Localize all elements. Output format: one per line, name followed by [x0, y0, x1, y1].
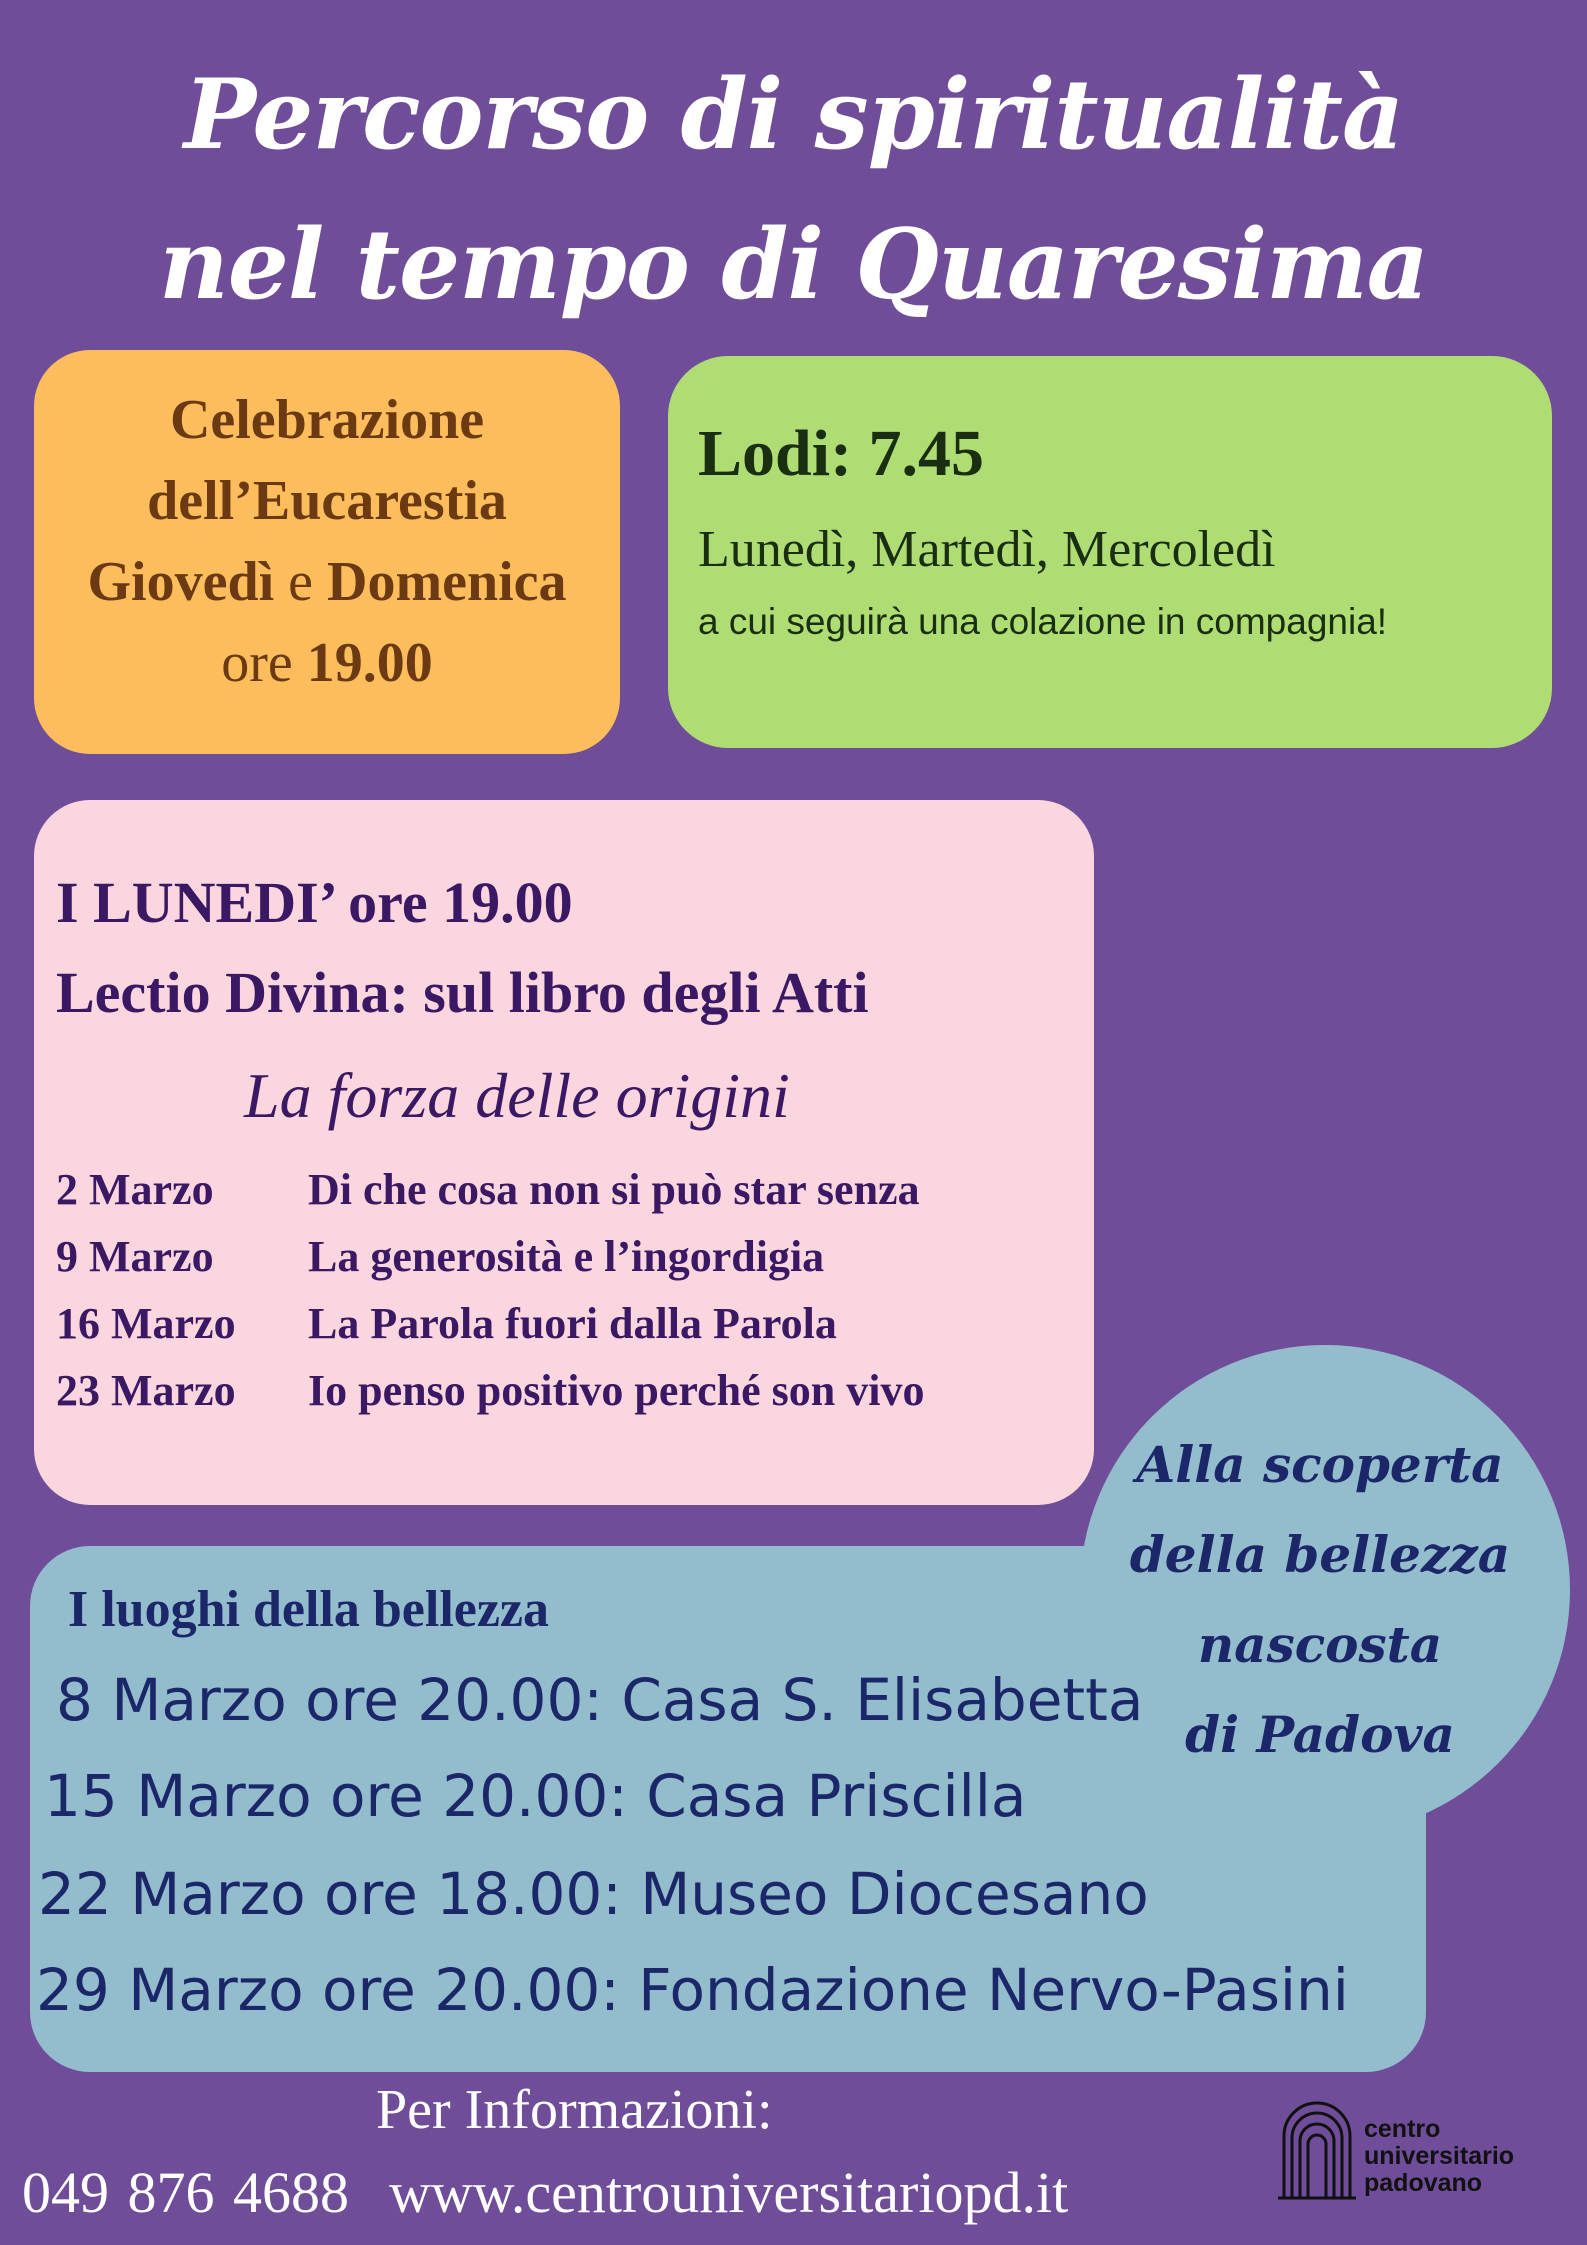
list-item: 22 Marzo ore 18.00: Museo Diocesano	[38, 1860, 1149, 1928]
scoperta-text	[1080, 1420, 1560, 1780]
eucarestia-day-2: Domenica	[327, 551, 567, 613]
eucarestia-line-2: dell’Eucarestia	[147, 470, 507, 532]
logo-text	[1364, 2116, 1514, 2197]
title-line-2: nel tempo di Quaresima	[159, 208, 1428, 321]
logo-line-1: centro	[1364, 2115, 1441, 2143]
eucarestia-ore: ore	[221, 632, 293, 694]
lectio-heading-2: Lectio Divina: sul libro degli Atti	[56, 960, 869, 1025]
logo-line-2: universitario	[1364, 2142, 1515, 2170]
session-topic: Io penso positivo perché son vivo	[308, 1366, 925, 1415]
list-item	[56, 1357, 1094, 1424]
centro-universitario-logo	[1272, 2086, 1572, 2204]
lodi-note: a cui seguirà una colazione in compagnia!	[698, 601, 1388, 642]
session-topic: Di che cosa non si può star senza	[308, 1165, 920, 1214]
title-line-1: Percorso di spiritualità	[183, 58, 1404, 171]
lectio-heading-1: I LUNEDI’ ore 19.00	[56, 870, 573, 935]
lodi-box	[668, 356, 1552, 748]
eucarestia-days	[34, 542, 620, 623]
list-item: 29 Marzo ore 20.00: Fondazione Nervo-Pasini	[36, 1956, 1349, 2024]
contact-line	[22, 2155, 1068, 2231]
eucarestia-line-1: Celebrazione	[169, 389, 485, 451]
lectio-schedule	[56, 1156, 1094, 1424]
eucarestia-time	[34, 623, 620, 704]
scoperta-line-3: nascosta	[1197, 1615, 1443, 1674]
list-item	[56, 1223, 1094, 1290]
luoghi-heading: I luoghi della bellezza	[68, 1581, 549, 1638]
lectio-box	[34, 800, 1094, 1505]
website-link[interactable]: www.centrouniversitariopd.it	[389, 2160, 1069, 2225]
session-date: 2 Marzo	[56, 1165, 214, 1214]
eucarestia-box	[34, 350, 620, 754]
list-item: 8 Marzo ore 20.00: Casa S. Elisabetta	[56, 1666, 1144, 1734]
eucarestia-time-value: 19.00	[306, 632, 433, 694]
session-topic: La generosità e l’ingordigia	[308, 1232, 825, 1281]
lodi-days: Lunedì, Martedì, Mercoledì	[698, 521, 1276, 578]
session-date: 23 Marzo	[56, 1366, 236, 1415]
arch-icon	[1272, 2086, 1362, 2204]
eucarestia-day-1: Giovedì	[87, 551, 275, 613]
session-topic: La Parola fuori dalla Parola	[308, 1299, 837, 1348]
list-item: 15 Marzo ore 20.00: Casa Priscilla	[44, 1762, 1027, 1830]
scoperta-line-1: Alla scoperta	[1136, 1435, 1504, 1494]
poster-title	[0, 40, 1587, 340]
list-item	[56, 1156, 1094, 1223]
lodi-heading: Lodi: 7.45	[698, 417, 985, 490]
session-date: 16 Marzo	[56, 1299, 236, 1348]
eucarestia-conj: e	[288, 551, 314, 613]
scoperta-line-4: di Padova	[1185, 1705, 1455, 1764]
scoperta-line-2: della bellezza	[1129, 1525, 1511, 1584]
lectio-subtitle: La forza delle origini	[244, 1060, 790, 1131]
session-date: 9 Marzo	[56, 1232, 214, 1281]
info-label: Per Informazioni:	[376, 2079, 773, 2141]
logo-line-3: padovano	[1364, 2169, 1483, 2197]
list-item	[56, 1290, 1094, 1357]
phone-number[interactable]: 049 876 4688	[22, 2160, 349, 2225]
